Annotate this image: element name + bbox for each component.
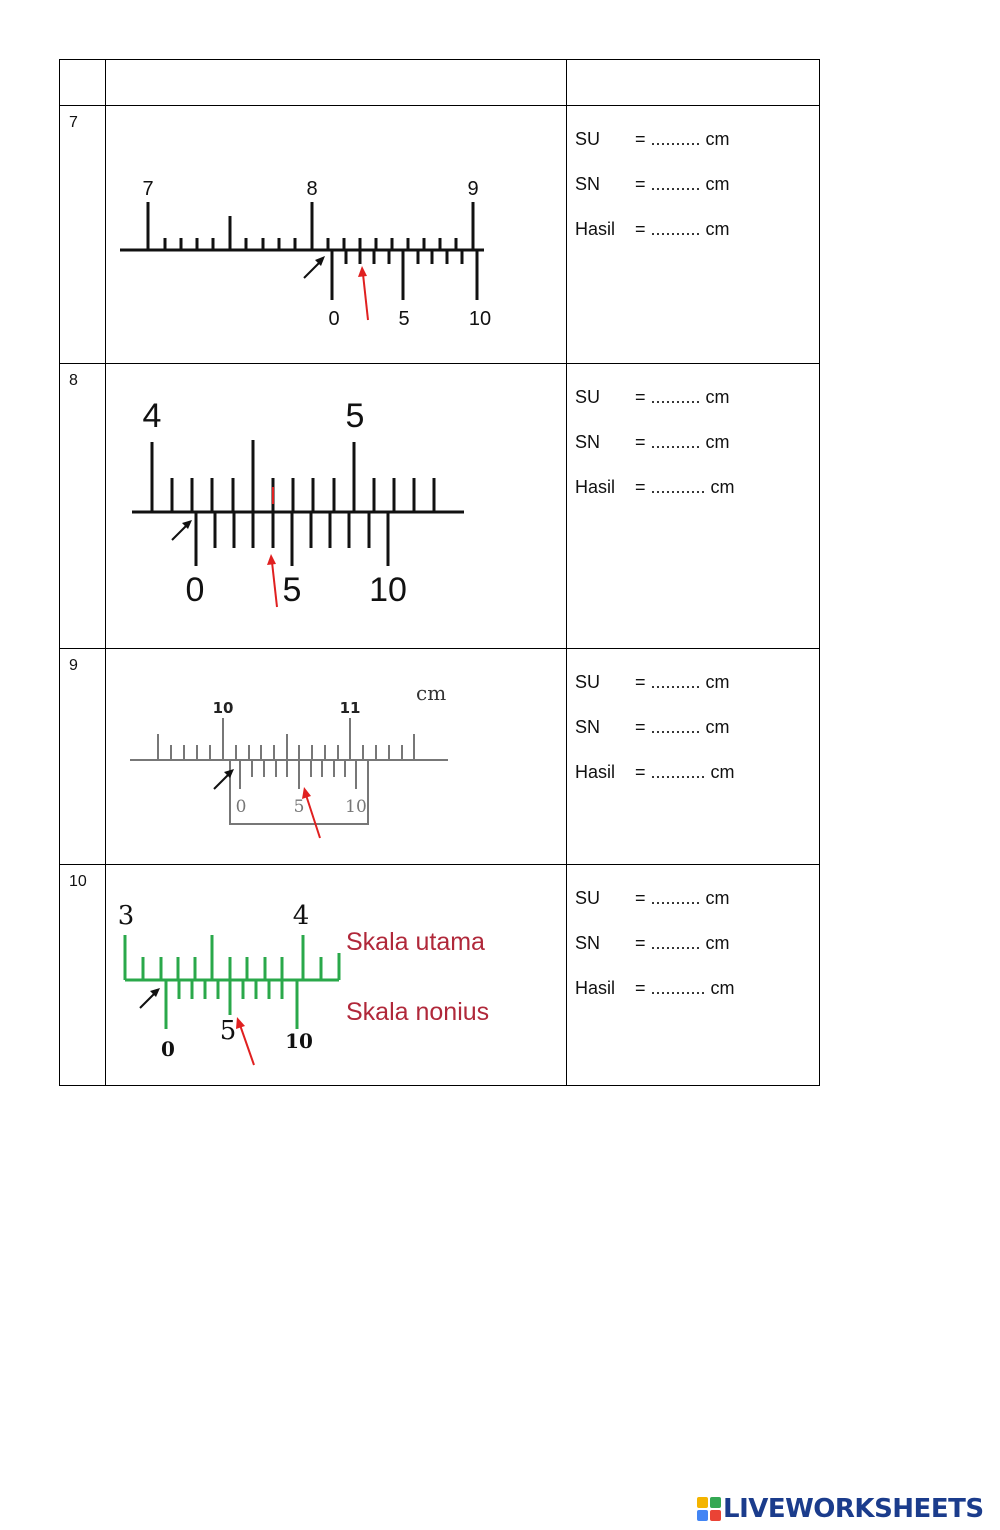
question-number: 7 [60,106,106,364]
vernier-figure-7 [106,106,567,364]
vernier-caliper-diagram [106,649,566,864]
vernier-scale-label: 10 [285,1029,313,1053]
red-pointer-arrow [302,787,320,838]
main-scale-label: 11 [339,699,361,717]
red-pointer-arrow [358,266,368,320]
red-pointer-arrow [267,554,277,607]
answer-su[interactable]: SU = .......... cm [575,129,730,149]
vernier-figure-9 [106,649,567,865]
answer-hasil[interactable]: Hasil = ........... cm [575,477,735,497]
answer-sn[interactable]: SN = .......... cm [575,717,730,737]
vernier-figure-8 [106,364,567,649]
answer-su[interactable]: SU = .......... cm [575,387,730,407]
question-row-7 [60,106,820,364]
main-scale-label: 8 [306,178,318,200]
vernier-scale-label: 0 [328,308,340,330]
answer-sn[interactable]: SN = .......... cm [575,174,730,194]
black-pointer-arrow [172,520,192,540]
answer-cell-10 [567,865,820,1086]
answer-sn[interactable]: SN = .......... cm [575,432,730,452]
black-pointer-arrow [304,256,325,278]
vernier-scale-label: 0 [235,797,247,817]
logo-text: LIVEWORKSHEETS [723,1494,984,1524]
answer-hasil[interactable]: Hasil = ........... cm [575,978,735,998]
question-row-10 [60,865,820,1086]
vernier-scale-label: 10 [369,571,407,609]
vernier-scale-label: 0 [161,1037,175,1061]
vernier-scale-name: Skala nonius [346,998,490,1026]
black-pointer-arrow [140,988,160,1008]
vernier-figure-10 [106,865,567,1086]
vernier-caliper-diagram [106,364,566,648]
question-number: 9 [60,649,106,865]
main-scale-label: 9 [467,178,479,200]
main-scale-label: 4 [292,901,310,931]
question-number: 10 [60,865,106,1086]
header-cell-answer [567,60,820,106]
answer-sn[interactable]: SN = .......... cm [575,933,730,953]
main-scale-label: 4 [142,397,162,435]
vernier-caliper-diagram [106,106,566,363]
liveworksheets-logo[interactable] [697,1495,984,1523]
vernier-scale-label: 5 [282,571,302,609]
vernier-scale-label: 5 [293,797,305,817]
main-scale-label: 7 [142,178,154,200]
main-scale-label: 5 [345,397,365,435]
main-scale-label: 3 [117,901,135,931]
answer-cell-7 [567,106,820,364]
answer-hasil[interactable]: Hasil = ........... cm [575,762,735,782]
red-pointer-arrow [236,1017,254,1065]
answer-cell-9 [567,649,820,865]
main-scale-name: Skala utama [346,928,485,956]
header-cell-number [60,60,106,106]
vernier-scale-label: 10 [345,797,367,817]
header-row [60,60,820,106]
answer-su[interactable]: SU = .......... cm [575,672,730,692]
logo-mark-icon [697,1497,721,1521]
vernier-scale-label: 10 [468,308,492,330]
worksheet-table [59,59,820,1086]
question-row-9 [60,649,820,865]
vernier-scale-label: 0 [185,571,205,609]
vernier-scale-label: 5 [219,1016,237,1046]
vernier-scale-label: 5 [398,308,410,330]
question-row-8 [60,364,820,649]
vernier-caliper-diagram [106,865,566,1085]
answer-cell-8 [567,364,820,649]
answer-su[interactable]: SU = .......... cm [575,888,730,908]
question-number: 8 [60,364,106,649]
main-scale-label: 10 [212,699,234,717]
unit-label: cm [416,681,447,705]
header-cell-figure [106,60,567,106]
answer-hasil[interactable]: Hasil = .......... cm [575,219,730,239]
